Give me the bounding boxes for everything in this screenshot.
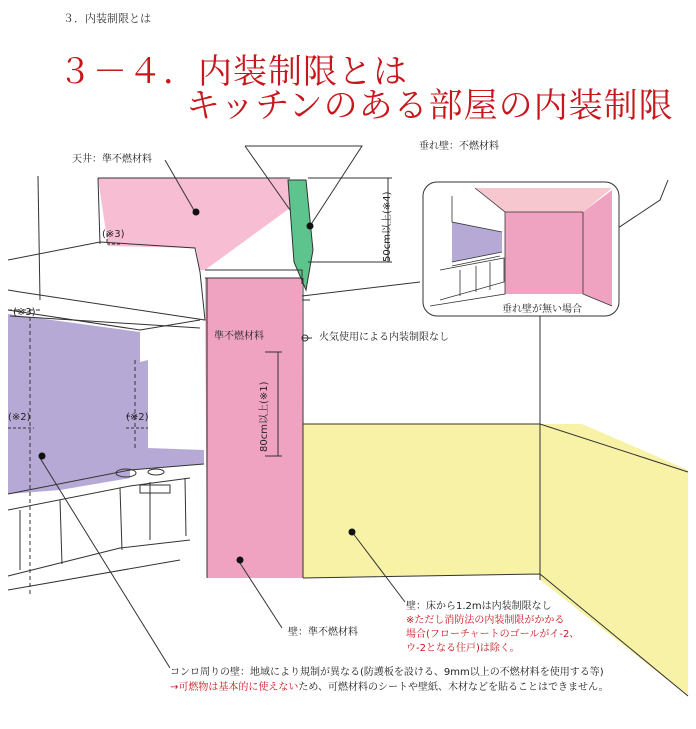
breadcrumb: ３．内装制限とは [63, 12, 151, 25]
stove-wall-note-rest: ため、可燃材料のシートや壁紙、木材などを貼ることはできません。 [298, 682, 609, 693]
note3-left: (※3) [13, 307, 36, 318]
stove-wall-note [170, 681, 609, 694]
wall-floor-label-4: ウ-2となる住戸)は除く。 [406, 643, 520, 654]
page-title-line1: ３－４．内装制限とは [58, 52, 408, 92]
hanging-wall-label: 垂れ壁：不燃材料 [419, 141, 499, 152]
note2-right: (※2) [126, 412, 149, 423]
yellow-main [303, 424, 540, 578]
wall-floor-label-2: ※ただし消防法の内装制限がかかる [406, 615, 565, 626]
note2-left: (※2) [8, 412, 31, 423]
stove-wall-label: コンロ周りの壁：地域により規制が異なる(防護板を設ける、9mm以上の不燃材料を使用する等) [170, 667, 604, 678]
hanging-wall-green [288, 180, 313, 290]
wall-floor-label-3: 場合(フローチャートのゴールがイ-2、 [406, 629, 580, 640]
wall-quasi-label: 壁：準不燃材料 [288, 627, 358, 638]
hanging-wall-height-label: 50cm以上(※4) [382, 191, 393, 262]
wall-floor-label-1: 壁：床から1.2mは内装制限なし [406, 601, 552, 612]
stove-wall-left [8, 314, 204, 494]
column-height-label: 80cm以上(※1) [259, 381, 270, 452]
no-fire-use-label: 火気使用による内装制限なし [319, 332, 449, 343]
ceiling-label: 天井：準不燃材料 [72, 154, 152, 165]
page-title-line2: キッチンのある部屋の内装制限 [186, 86, 674, 126]
inset-no-hanging-wall [423, 182, 619, 316]
note3-top: (※3) [102, 229, 125, 240]
quasi-nonflammable-label: 準不燃材料 [214, 331, 264, 342]
ceiling-region [98, 178, 290, 270]
inset-caption: 垂れ壁が無い場合 [502, 304, 582, 315]
stove-wall-note-red: →可燃物は基本的に使えない [170, 682, 299, 693]
quasi-wall-column [205, 278, 303, 578]
